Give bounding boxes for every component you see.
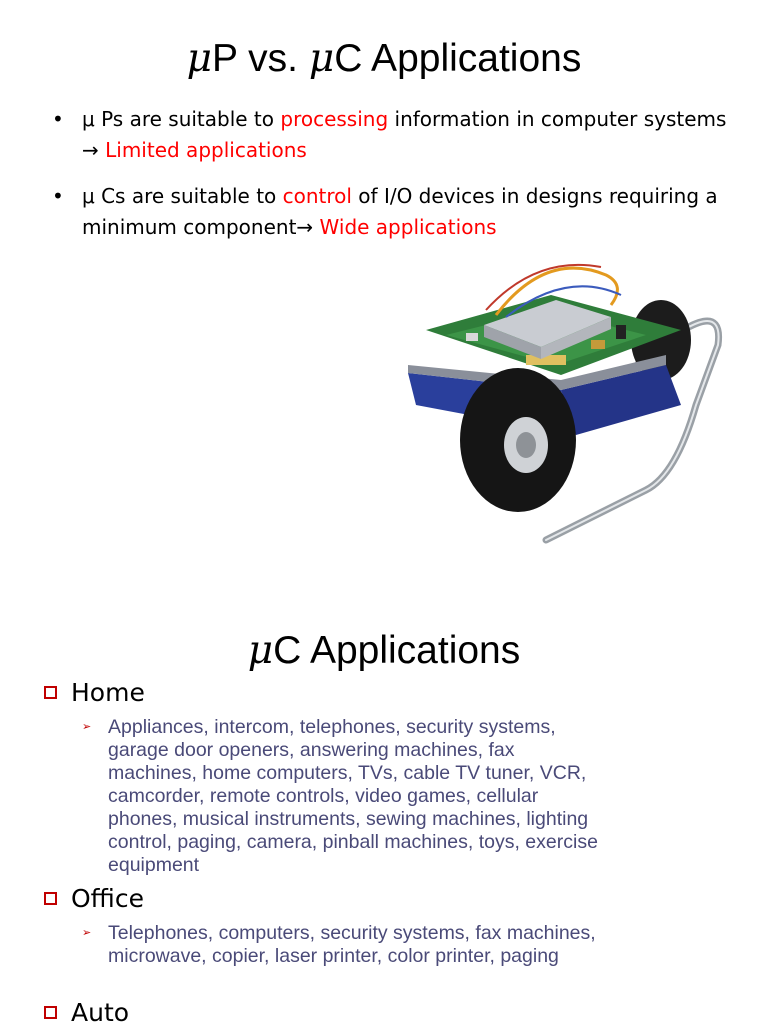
result-text: Limited applications: [98, 138, 307, 162]
mu-symbol: μ: [186, 36, 213, 81]
square-bullet-icon: [44, 686, 57, 699]
slide-title-up-vs-uc: [0, 36, 768, 82]
section-label: Office: [71, 884, 144, 913]
bullet-dot: •: [52, 107, 64, 131]
arrowhead-icon: ➢: [82, 721, 92, 733]
section-office: [44, 884, 144, 914]
section-label: Home: [71, 678, 145, 707]
bullet-text-part: information in computer systems: [388, 107, 727, 131]
bullet-text: [82, 181, 742, 243]
highlight-word: control: [282, 184, 352, 208]
home-items: [82, 716, 602, 877]
arrowhead-icon: ➢: [82, 927, 92, 939]
bullet-dot: •: [52, 184, 64, 208]
slide-title-uc-applications: [0, 628, 768, 674]
office-items-text: Telephones, computers, security systems, fax machines, microwave, copier, laser printer, color printer, paging: [108, 922, 596, 967]
mu-symbol: μ: [247, 628, 274, 673]
arrow-icon: →: [82, 138, 99, 162]
office-items: [82, 922, 602, 968]
highlight-word: processing: [280, 107, 389, 131]
section-home: [44, 678, 145, 708]
title-part: C Applications: [273, 629, 521, 672]
title-part: P vs.: [212, 37, 309, 80]
title-part: C Applications: [334, 37, 582, 80]
bullet-text-part: μ Ps are suitable to: [82, 107, 281, 131]
arrow-icon: →: [296, 215, 314, 239]
result-text: Wide applications: [313, 215, 497, 239]
bullet-text-part: μ Cs are suitable to: [82, 184, 283, 208]
section-label: Auto: [71, 998, 130, 1027]
robot-car-image: [396, 255, 736, 545]
bullet-microcontrollers: [52, 181, 742, 243]
bullet-microprocessors: [52, 104, 742, 166]
mu-symbol: μ: [308, 36, 335, 81]
square-bullet-icon: [44, 1006, 57, 1019]
bullet-text-part: of I/O devices in designs requiring a minimum component: [82, 184, 718, 239]
square-bullet-icon: [44, 892, 57, 905]
home-items-text: Appliances, intercom, telephones, security systems, garage door openers, answering machines, fax machines, home computers, TVs, cable TV tuner, VCR, camcorder, remote controls, video games, cellular phones, musical instruments, sewing machines, lighting control, paging, camera, pinball machines, toys, exercise equipment: [108, 716, 598, 876]
bullet-text: [82, 104, 742, 166]
